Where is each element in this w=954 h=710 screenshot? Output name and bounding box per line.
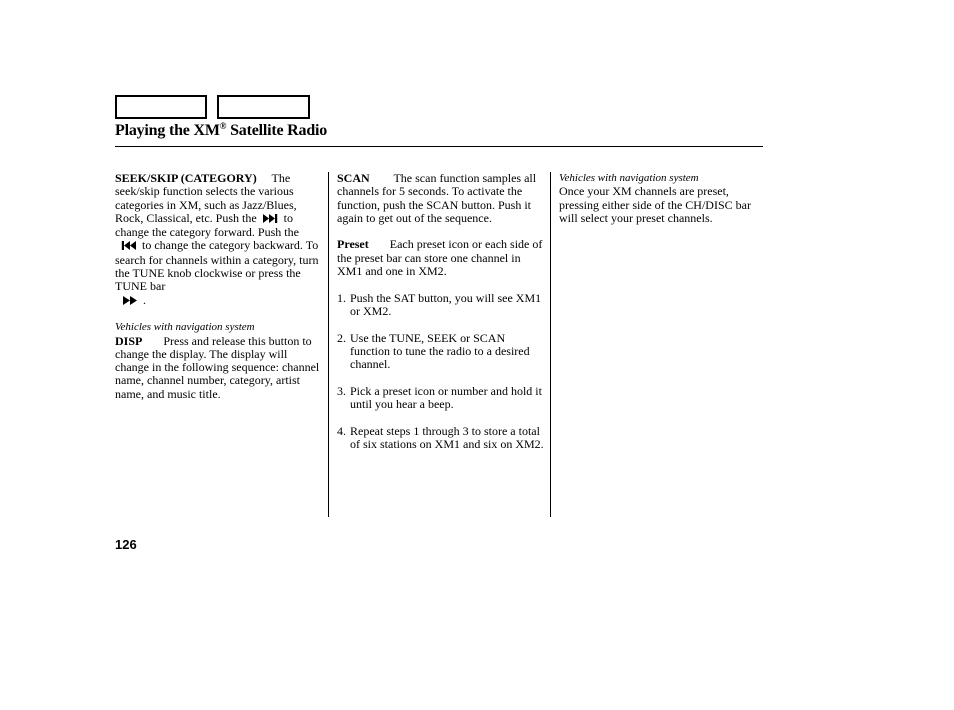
title-text: Playing the XM: [115, 122, 220, 139]
page-title: [115, 121, 327, 140]
seek-text-d: .: [143, 292, 146, 307]
seek-text-a: The seek/skip function selects the various categories in XM, such as Jazz/Blues, Rock, Classical, etc. Push the: [115, 171, 297, 225]
scan-paragraph: [337, 172, 545, 225]
seek-text-b: to change the category forward. Push the: [115, 210, 299, 240]
step-number: 1.: [337, 290, 346, 305]
seek-skip-paragraph: [115, 172, 320, 308]
step-number: 2.: [337, 330, 346, 345]
list-item: [337, 425, 545, 452]
list-item: [337, 385, 545, 412]
nav-system-note: Vehicles with navigation system: [115, 321, 255, 334]
scan-text: The scan function samples all channels for 5 seconds. To activate the function, push the SCAN button. Push it again to get out of the sequence.: [337, 171, 537, 225]
skip-forward-icon: [263, 213, 278, 226]
scan-term: SCAN: [337, 171, 370, 185]
preset-select-paragraph: Once your XM channels are preset, pressing either side of the CH/DISC bar will select your preset channels.: [559, 184, 751, 225]
preset-steps-list: [337, 292, 545, 452]
column-1: [115, 172, 320, 401]
title-rule: [115, 146, 763, 147]
column-divider-1: [328, 172, 329, 517]
column-2: [337, 172, 545, 451]
disp-term: DISP: [115, 333, 143, 348]
header-tab-box-1: [115, 95, 207, 119]
preset-paragraph: [337, 238, 545, 278]
preset-term: Preset: [337, 237, 369, 252]
column-divider-2: [550, 172, 551, 517]
column-3: [559, 172, 769, 225]
step-number: 3.: [337, 383, 346, 398]
disp-text: Press and release this button to change the display. The display will change in the following sequence: channel name, channel number, category, artist name, and music title.: [115, 333, 320, 401]
step-text: Pick a preset icon or number and hold it until you hear a beep.: [350, 383, 542, 412]
registered-mark: ®: [219, 121, 227, 131]
step-number: 4.: [337, 423, 346, 438]
seek-skip-term: SEEK/SKIP (CATEGORY): [115, 171, 257, 185]
page-number: 126: [115, 537, 137, 552]
disp-paragraph: [115, 335, 320, 401]
preset-text: Each preset icon or each side of the preset bar can store one channel in XM1 and one in XM2.: [337, 237, 543, 279]
skip-back-icon: [121, 240, 136, 253]
step-text: Repeat steps 1 through 3 to store a total of six stations on XM1 and six on XM2.: [350, 423, 544, 451]
header-tab-box-2: [217, 95, 310, 119]
step-text: Use the TUNE, SEEK or SCAN function to tune the radio to a desired channel.: [350, 330, 530, 372]
title-text-rest: Satellite Radio: [226, 122, 328, 139]
list-item: [337, 292, 545, 319]
step-text: Push the SAT button, you will see XM1 or XM2.: [350, 290, 542, 318]
list-item: [337, 332, 545, 372]
seek-text-c: to change the category backward. To search for channels within a category, turn the TUNE knob clockwise or press the TUNE bar: [115, 238, 319, 294]
nav-system-note: Vehicles with navigation system: [559, 172, 699, 184]
fast-forward-icon: [123, 295, 137, 308]
